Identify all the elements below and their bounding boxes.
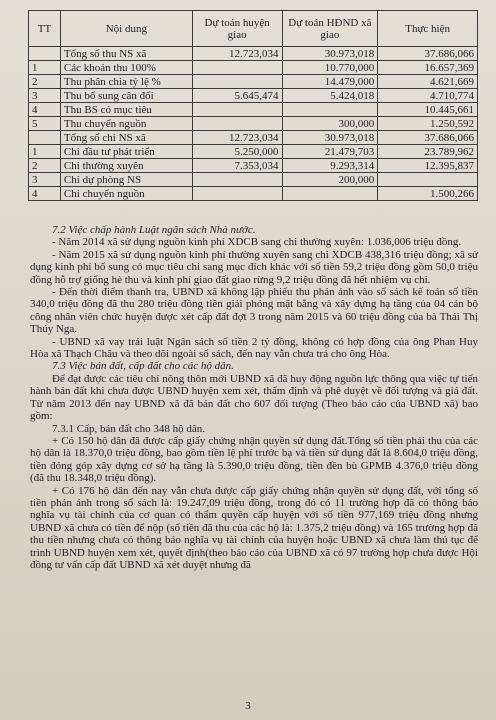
cell-dt: [282, 103, 378, 117]
table-row: [29, 89, 478, 103]
cell-tt: 3: [29, 89, 61, 103]
cell-du: [192, 117, 282, 131]
header-tt: TT: [29, 11, 61, 47]
cell-dt: 14.479,000: [282, 75, 378, 89]
paragraph-2014: - Năm 2014 xã sử dụng nguồn kinh phí XDCB sang chi thường xuyên: 1.036,006 triệu đồng.: [52, 236, 462, 249]
cell-nd: Thu chuyển nguồn: [60, 117, 192, 131]
paragraph-150-households: + Có 150 hộ dân đã được cấp giấy chứng nhận quyền sử dụng đất.Tổng số tiền phải thu của các hộ dân là 18.370,0 triệu đồng, bao gồm tiền lệ phí trước bạ và tiền sử dụng đất là 8.604,0 triệu đồng, tiền đóng góp xây dựng cơ sở hạ tầng là 5.390,0 triệu đồng, tiền đền bù GPMB 4.376,0 triệu đồng (đã thu 18.348,0 triệu đồng).: [30, 434, 478, 485]
cell-du: 5.250,000: [192, 145, 282, 159]
cell-th: [378, 173, 478, 187]
cell-du: [192, 75, 282, 89]
cell-th: 23.789,962: [378, 145, 478, 159]
cell-dt: 30.973,018: [282, 131, 378, 145]
cell-th: 1.250,592: [378, 117, 478, 131]
cell-th: 4.710,774: [378, 89, 478, 103]
cell-du: [192, 103, 282, 117]
cell-tt: [29, 131, 61, 145]
cell-tt: 2: [29, 159, 61, 173]
cell-dt: [282, 187, 378, 201]
table-row: [29, 145, 478, 159]
table-header-row: [29, 11, 478, 47]
cell-th: 10.445,661: [378, 103, 478, 117]
budget-table: [28, 10, 478, 201]
cell-dt: 30.973,018: [282, 47, 378, 61]
cell-th: 37.686,066: [378, 131, 478, 145]
cell-dt: 5.424,018: [282, 89, 378, 103]
cell-th: 1.500,266: [378, 187, 478, 201]
cell-du: 12.723,034: [192, 47, 282, 61]
paragraph-loan: - UBND xã vay trái luật Ngân sách số tiền 2 tỷ đồng, không có hợp đồng của ông Phan Huy Hòa xã Thạch Châu và theo dõi ngoài sổ sách, đến nay vẫn chưa trả cho ông Hòa.: [30, 335, 478, 361]
cell-du: 5.645,474: [192, 89, 282, 103]
cell-tt: 4: [29, 187, 61, 201]
cell-nd: Thu BS có mục tiêu: [60, 103, 192, 117]
cell-nd: Thu bổ sung cân đối: [60, 89, 192, 103]
cell-nd: Chi thường xuyên: [60, 159, 192, 173]
cell-nd: Chi đầu tư phát triển: [60, 145, 192, 159]
paragraph-176-households: + Có 176 hộ dân đến nay vẫn chưa được cấp giấy chứng nhận quyền sử dụng đất, với tổng số tiền phản ánh trong sổ sách là: 19.247,09 triệu đồng, trong đó có 11 trường hợp đã có thông báo nghĩa vụ tài chính của cơ quan có thẩm quyền cấp huyện với số tiền 977,169 triệu đồng nhưng UBND xã chưa có tiền để nộp (số tiền đã thu của các hộ là: 1.375,2 triệu đồng) và 165 trường hợp đã thu tiền nhưng chưa có thông báo nghĩa vụ tài chính của huyện hoặc UBND xã chưa làm thủ tục để trình UBND huyện xem xét, quyết định(theo báo cáo của UBND xã có 97 trường hợp chưa được Hội đồng tư vấn cấp đất UBND xã xét duyệt nhưng đã: [30, 484, 478, 571]
page-number: 3: [245, 700, 251, 712]
table-row: [29, 61, 478, 75]
cell-th: 37.686,066: [378, 47, 478, 61]
cell-tt: 4: [29, 103, 61, 117]
table-row: [29, 117, 478, 131]
cell-dt: 200,000: [282, 173, 378, 187]
table-row: [29, 187, 478, 201]
cell-du: 12.723,034: [192, 131, 282, 145]
cell-tt: 3: [29, 173, 61, 187]
cell-du: [192, 173, 282, 187]
header-du-toan-huyen: Dự toán huyện giao: [192, 11, 282, 47]
table-row: [29, 131, 478, 145]
cell-nd: Thu phân chia tỷ lệ %: [60, 75, 192, 89]
cell-th: 12.395,837: [378, 159, 478, 173]
body-text: [30, 224, 478, 571]
paragraph-land-sale: Để đạt được các tiêu chí nông thôn mới UBND xã đã huy động nguồn lực thông qua việc tự tiến hành bán đất khi chưa được UBND huyện xem xét, thẩm định và phê duyệt về đối tượng và giá đất. Từ năm 2013 đến nay UBND xã đã bán đất cho 607 đối tượng (Theo báo cáo của UBND xã) bao gồm:: [30, 372, 478, 423]
header-noi-dung: Nội dung: [60, 11, 192, 47]
cell-nd: Tổng số thu NS xã: [60, 47, 192, 61]
cell-th: 16.657,369: [378, 61, 478, 75]
table-row: [29, 75, 478, 89]
cell-dt: 21.479,703: [282, 145, 378, 159]
section-7-3-title: 7.3 Việc bán đất, cấp đất cho các hộ dân.: [52, 360, 234, 373]
cell-nd: Chi dự phòng NS: [60, 173, 192, 187]
cell-nd: Các khoản thu 100%: [60, 61, 192, 75]
table-row: [29, 47, 478, 61]
cell-dt: 10.770,000: [282, 61, 378, 75]
cell-dt: 9.293,314: [282, 159, 378, 173]
cell-th: 4.621,669: [378, 75, 478, 89]
table-row: [29, 159, 478, 173]
cell-tt: 2: [29, 75, 61, 89]
table-row: [29, 103, 478, 117]
cell-nd: Chi chuyển nguồn: [60, 187, 192, 201]
cell-du: [192, 187, 282, 201]
paragraph-2015: - Năm 2015 xã sử dụng nguồn kinh phí thường xuyên sang chi XDCB 438,316 triệu đồng; xã sử dụng kinh phí bổ sung có mục tiêu chi sang mục đích khác với số tiền 59,2 triệu đồng gồm 50,0 triệu đồng hỗ trợ giống hè thu và kinh phí giao đất giao rừng 9,2 triệu đồng đã hết nhiệm vụ chi.: [30, 248, 478, 286]
table-body: [29, 47, 478, 201]
paragraph-inspection: - Đến thời điểm thanh tra, UBND xã không lập phiếu thu phản ánh vào sổ sách kế toán số tiền 340,0 triệu đồng đã thu 280 triệu đồng tiền giải phóng mặt bằng và xây dựng hạ tầng của 04 cán bộ công nhân viên chức huyện được xét cấp đất đợt 3 trong năm 2015 và 60 triệu đồng của bà Thái Thị Thúy Nga.: [30, 286, 478, 336]
section-7-2-title: 7.2 Việc chấp hành Luật ngân sách Nhà nước.: [52, 224, 256, 236]
cell-tt: 5: [29, 117, 61, 131]
header-thuc-hien: Thực hiện: [378, 11, 478, 47]
cell-tt: 1: [29, 145, 61, 159]
header-du-toan-hdnd: Dự toán HĐND xã giao: [282, 11, 378, 47]
cell-tt: [29, 47, 61, 61]
cell-tt: 1: [29, 61, 61, 75]
cell-du: [192, 61, 282, 75]
cell-du: 7.353,034: [192, 159, 282, 173]
cell-nd: Tổng số chi NS xã: [60, 131, 192, 145]
section-7-3-1-title: 7.3.1 Cấp, bán đất cho 348 hộ dân.: [52, 422, 206, 435]
table-row: [29, 173, 478, 187]
cell-dt: 300,000: [282, 117, 378, 131]
